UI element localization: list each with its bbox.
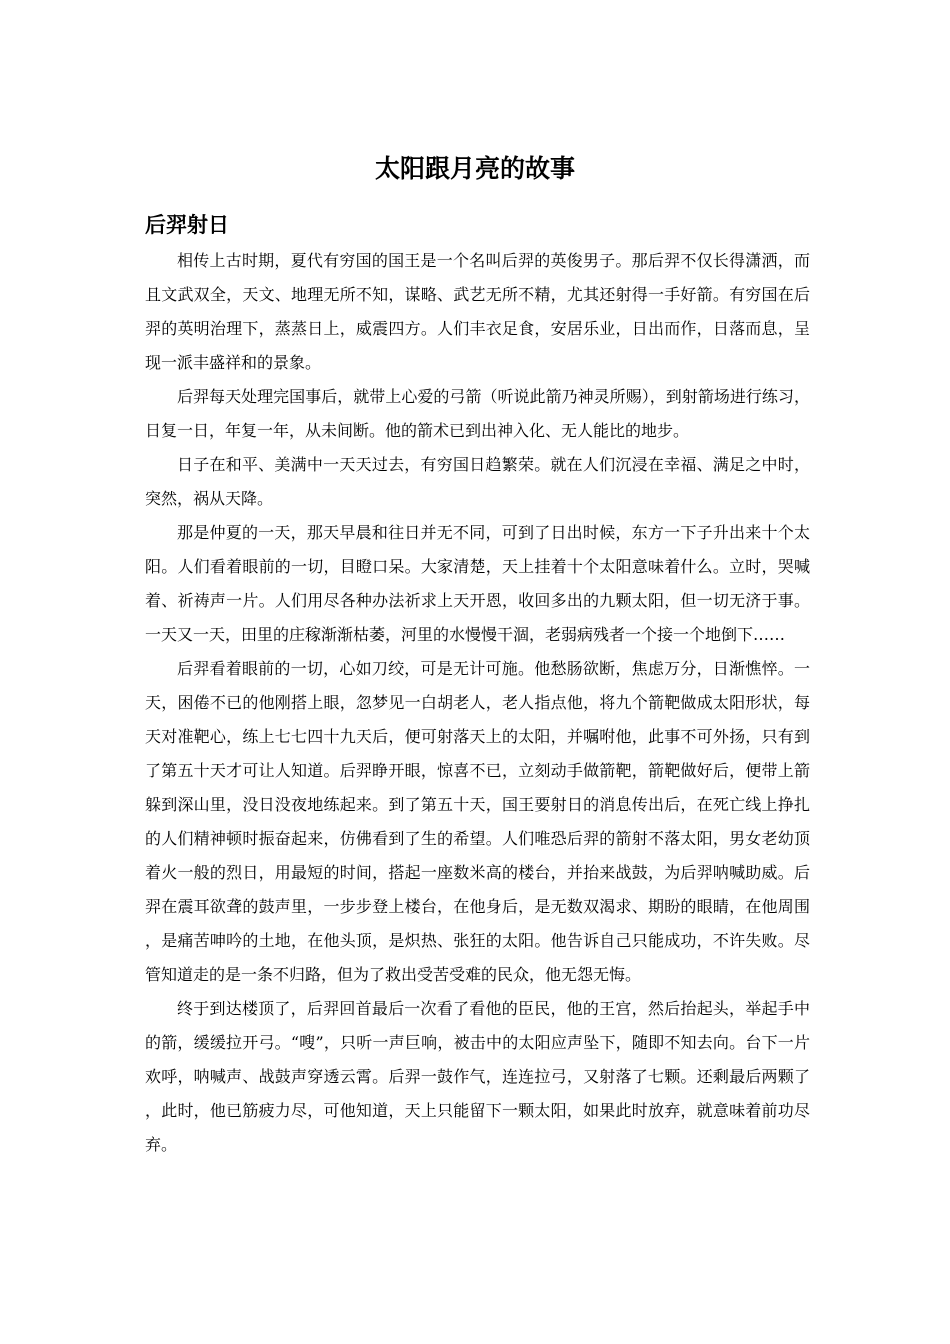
- document-title: 太阳跟月亮的故事: [374, 154, 575, 183]
- paragraph-6: 终于到达楼顶了，后羿回首最后一次看了看他的臣民，他的王宫，然后抬起头，举起手中的箭，缓缓拉开弓。“嗖”，只听一声巨响，被击中的太阳应声坠下，随即不知去向。台下一片欢呼，呐喊声、战鼓声穿透云霄。后羿一鼓作气，连连拉弓，又射落了七颗。还剩最后两颗了，此时，他已筋疲力尽，可他知道，天上只能留下一颗太阳，如果此时放弃，就意味着前功尽弃。: [145, 999, 810, 1154]
- paragraph-5: 后羿看着眼前的一切，心如刀绞，可是无计可施。他愁肠欲断，焦虑万分，日渐憔悴。一天，困倦不已的他刚搭上眼，忽梦见一白胡老人，老人指点他，将九个箭靶做成太阳形状，每天对准靶心，练上七七四十九天后，便可射落天上的太阳，并嘱咐他，此事不可外扬，只有到了第五十天才可让人知道。后羿睁开眼，惊喜不已，立刻动手做箭靶，箭靶做好后，便带上箭躲到深山里，没日没夜地练起来。到了第五十天，国王要射日的消息传出后，在死亡线上挣扎的人们精神顿时振奋起来，仿佛看到了生的希望。人们唯恐后羿的箭射不落太阳，男女老幼顶着火一般的烈日，用最短的时间，搭起一座数米高的楼台，并抬来战鼓，为后羿呐喊助威。后羿在震耳欲聋的鼓声里，一步步登上楼台，在他身后，是无数双渴求、期盼的眼睛，在他周围，是痛苦呻吟的土地，在他头顶，是炽热、张狂的太阳。他告诉自己只能成功，不许失败。尽管知道走的是一条不归路，但为了救出受苦受难的民众，他无怨无悔。: [145, 659, 810, 984]
- paragraph-3: 日子在和平、美满中一天天过去，有穷国日趋繁荣。就在人们沉浸在幸福、满足之中时，突然，祸从天降。: [145, 455, 810, 508]
- paragraph-2: 后羿每天处理完国事后，就带上心爱的弓箭（听说此箭乃神灵所赐），到射箭场进行练习，日复一日，年复一年，从未间断。他的箭术已到出神入化、无人能比的地步。: [145, 387, 810, 440]
- section-heading: 后羿射日: [145, 213, 229, 237]
- paragraph-1: 相传上古时期，夏代有穷国的国王是一个名叫后羿的英俊男子。那后羿不仅长得潇洒，而且文武双全，天文、地理无所不知，谋略、武艺无所不精，尤其还射得一手好箭。有穷国在后羿的英明治理下，蒸蒸日上，威震四方。人们丰衣足食，安居乐业，日出而作，日落而息，呈现一派丰盛祥和的景象。: [145, 251, 810, 372]
- section-body: [145, 244, 810, 1162]
- paragraph-4: 那是仲夏的一天，那天早晨和往日并无不同，可到了日出时候，东方一下子升出来十个太阳。人们看着眼前的一切，目瞪口呆。大家清楚，天上挂着十个太阳意味着什么。立时，哭喊着、祈祷声一片。人们用尽各种办法祈求上天开恩，收回多出的九颗太阳，但一切无济于事。一天又一天，田里的庄稼渐渐枯萎，河里的水慢慢干涸，老弱病残者一个接一个地倒下……: [145, 523, 810, 644]
